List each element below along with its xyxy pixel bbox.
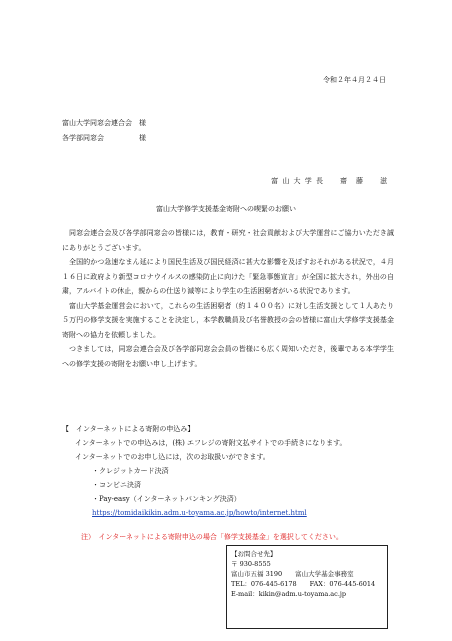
contact-postal <box>231 559 383 569</box>
contact-phone-fax: TEL：076-445-6178 FAX：076-445-6014 <box>231 580 376 588</box>
body-text <box>62 226 394 371</box>
internet-section-line: インターネットでのお申し込には，次のお取扱いができます。 <box>75 453 270 461</box>
donation-site-link[interactable]: https://tomidaikikin.adm.u-toyama.ac.jp/howto/internet.html <box>92 509 307 517</box>
body-paragraph: つきましては，同窓会連合会及び各学部同窓会会員の皆様にも広く周知いただき，後輩である本学学生への修学支援の寄附をお願い申し上げます。 <box>62 345 394 368</box>
document-title: 富山大学修学支援基金寄附への喫緊のお願い <box>156 205 296 213</box>
body-paragraph: 富山大学基金運営会において，これらの生活困窮者（約１４００名）に対し生活支援として１人あたり５万円の修学支援を実施することを決定し，本学教職員及び名誉教授の会の皆様に富山大学修学支援基金寄附への協力を依頼しました。 <box>62 301 394 339</box>
document-date: 令和２年４月２４日 <box>323 76 386 84</box>
selection-note: 注） インターネットによる寄附申込の場合「修学支援基金」を選択してください。 <box>81 533 343 541</box>
payment-option-convenience-store: ・コンビニ決済 <box>92 481 141 489</box>
sender-name: 富 山 大 学 長 齋 藤 滋 <box>271 177 388 185</box>
payment-option-pay-easy: ・Pay-easy（インターネットバンキング決済） <box>92 495 241 503</box>
postal-mark-icon: 〒 <box>231 560 238 568</box>
contact-email[interactable]: E-mail：kikin@adm.u-toyama.ac.jp <box>231 590 347 598</box>
body-paragraph: 全国的かつ急速なまん延により国民生活及び国民経済に甚大な影響を及ぼすおそれがある状況で，４月１６日に政府より新型コロナウイルスの感染防止に向けた「緊急事態宣言」が全国に拡大され，外出の自粛，アルバイトの休止，親からの仕送り減等により学生の生活困窮者がいる状況であります。 <box>62 258 394 295</box>
addressee-alumni-federation: 富山大学同窓会連合会 様 <box>62 119 146 127</box>
body-paragraph: 同窓会連合会及び各学部同窓会の皆様には，教育・研究・社会貢献および大学運営にご協力いただき誠にありがとうございます。 <box>62 229 394 252</box>
contact-box <box>226 545 388 629</box>
payment-option-credit-card: ・クレジットカード決済 <box>92 467 169 475</box>
internet-section-heading: 【 インターネットによる寄附の申込み】 <box>62 425 195 433</box>
contact-postal-code: 930-8555 <box>239 560 271 568</box>
contact-heading: 【お問合せ先】 <box>231 550 277 558</box>
internet-section-line: インターネットでの申込みは，(株) エフレジの寄附文払サイトでの手続きになります。 <box>75 439 347 447</box>
addressee-faculty-alumni: 各学部同窓会 様 <box>62 134 146 142</box>
contact-address: 富山市五福 3190 富山大学基金事務室 <box>231 570 354 578</box>
